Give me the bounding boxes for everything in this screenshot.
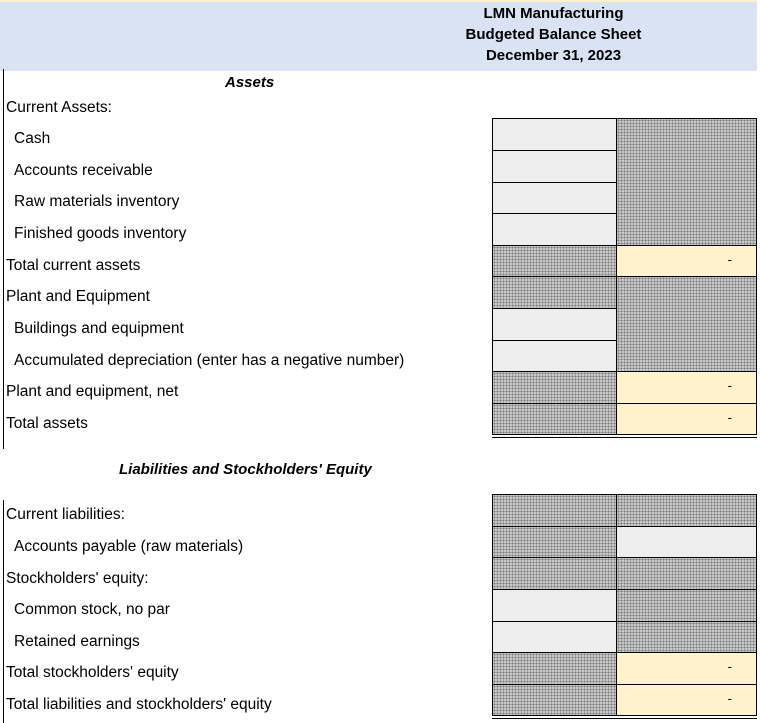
- total-current-assets-blocked: [492, 245, 617, 277]
- total-liab-double-underline: [492, 718, 757, 719]
- accounts-payable-label: Accounts payable (raw materials): [14, 538, 244, 555]
- liabilities-section-title: Liabilities and Stockholders' Equity: [119, 461, 372, 478]
- total-liab-equity-blocked: [492, 684, 617, 716]
- retained-earnings-input[interactable]: [492, 621, 617, 653]
- left-border-assets: [3, 69, 4, 449]
- left-border-liabilities: [3, 500, 4, 723]
- accum-depr-input[interactable]: [492, 340, 617, 372]
- total-current-assets-label: Total current assets: [6, 257, 141, 274]
- equity-heading: Stockholders' equity:: [6, 570, 149, 587]
- accounts-payable-input[interactable]: [616, 526, 757, 558]
- accounts-payable-blocked: [492, 526, 617, 558]
- equity-heading-blocked-a: [492, 557, 617, 590]
- accounts-receivable-label: Accounts receivable: [14, 162, 153, 179]
- total-equity-label: Total stockholders' equity: [6, 664, 179, 681]
- equity-heading-blocked-b: [616, 557, 757, 590]
- total-equity-blocked: [492, 652, 617, 685]
- cash-input[interactable]: [492, 118, 617, 151]
- total-assets-blocked: [492, 403, 617, 435]
- accum-depr-label: Accumulated depreciation (enter has a negative number): [14, 352, 405, 369]
- plant-net-label: Plant and equipment, net: [6, 383, 179, 400]
- total-equity-value: -: [616, 652, 757, 685]
- statement-date: December 31, 2023: [485, 47, 622, 64]
- plant-heading-blocked: [492, 276, 617, 309]
- plant-blocked-cell: [616, 276, 757, 372]
- buildings-label: Buildings and equipment: [14, 320, 184, 337]
- raw-materials-label: Raw materials inventory: [14, 193, 180, 210]
- buildings-input[interactable]: [492, 308, 617, 341]
- common-stock-label: Common stock, no par: [14, 601, 170, 618]
- plant-heading: Plant and Equipment: [6, 288, 150, 305]
- total-liab-equity-value: -: [616, 684, 757, 716]
- total-current-assets-value: -: [616, 245, 757, 277]
- common-stock-blocked: [616, 589, 757, 622]
- retained-earnings-label: Retained earnings: [14, 633, 140, 650]
- assets-section-title: Assets: [225, 74, 275, 91]
- raw-materials-input[interactable]: [492, 182, 617, 214]
- current-liabilities-blocked-b: [616, 494, 757, 527]
- plant-net-value: -: [616, 371, 757, 404]
- current-liabilities-blocked-a: [492, 494, 617, 527]
- common-stock-input[interactable]: [492, 589, 617, 622]
- current-assets-blocked-cell: [616, 118, 757, 246]
- company-name: LMN Manufacturing: [483, 5, 624, 22]
- plant-net-blocked: [492, 371, 617, 404]
- total-assets-double-underline: [492, 437, 757, 438]
- current-liabilities-heading: Current liabilities:: [6, 506, 125, 523]
- total-liab-equity-label: Total liabilities and stockholders' equity: [6, 696, 272, 713]
- sheet-header: [0, 0, 757, 71]
- total-assets-label: Total assets: [6, 415, 88, 432]
- accounts-receivable-input[interactable]: [492, 150, 617, 183]
- current-assets-heading: Current Assets:: [6, 99, 112, 116]
- statement-title: Budgeted Balance Sheet: [465, 26, 642, 43]
- total-assets-value: -: [616, 403, 757, 435]
- cash-label: Cash: [14, 130, 51, 147]
- retained-earnings-blocked: [616, 621, 757, 653]
- finished-goods-label: Finished goods inventory: [14, 225, 187, 242]
- finished-goods-input[interactable]: [492, 213, 617, 246]
